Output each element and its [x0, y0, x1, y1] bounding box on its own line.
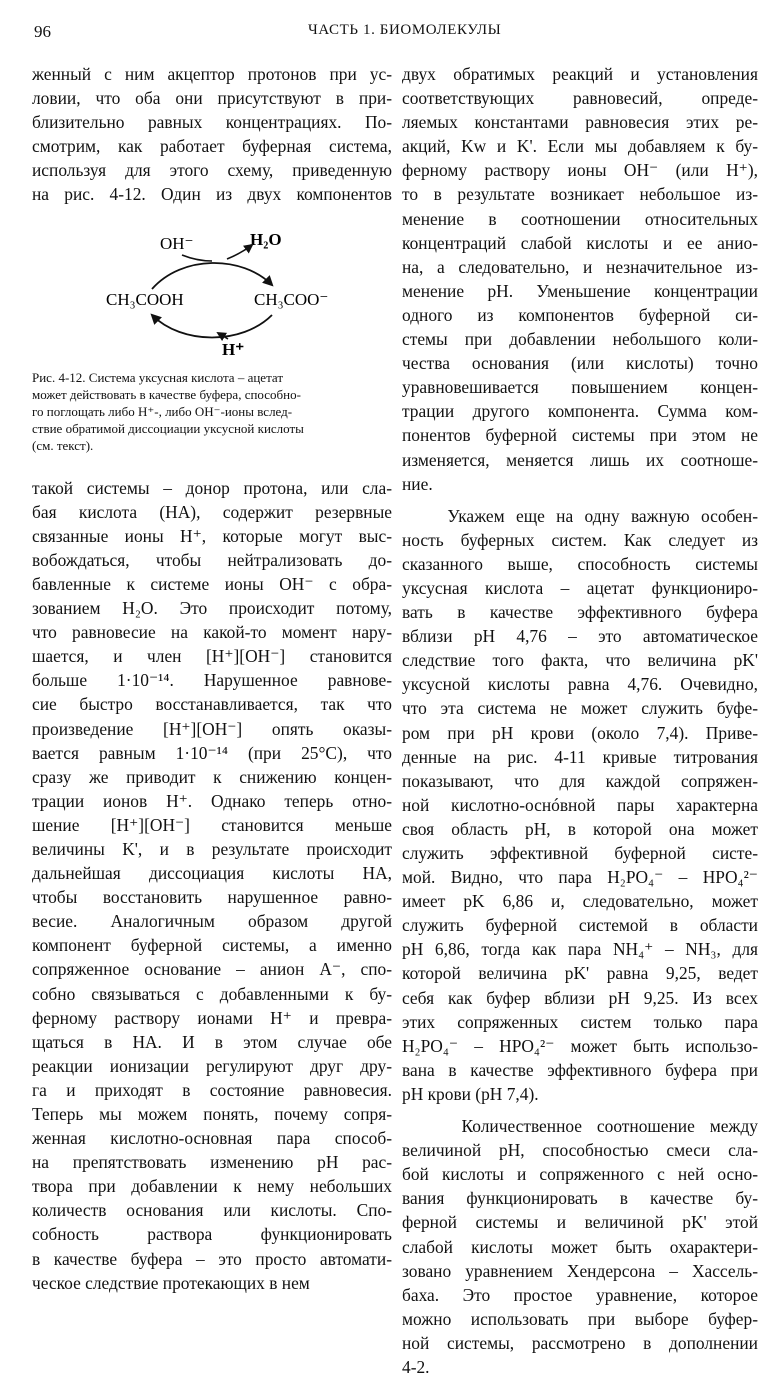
right-paragraph-2 [402, 504, 758, 1106]
text-line: концентраций слабой кислоты и ее анио- [402, 232, 758, 253]
text-line: весие. Аналогичным образом другой [32, 911, 392, 932]
text-line: следствие того факта, что величина pK' [402, 650, 758, 671]
text-line: в качестве буфера – это просто автомати- [32, 1248, 392, 1269]
text-line: ловии, что оба они присутствуют в при- [32, 88, 392, 109]
caption-line: ствие обратимой диссоциации уксусной кислоты [32, 420, 304, 436]
text-line: 4-2. [402, 1356, 430, 1377]
text-line: собно связываться с добавленными к бу- [32, 983, 392, 1004]
text-line: используя для этого схему, приведенную [32, 160, 392, 181]
text-line: уксусной кислоты равна 4,76. Очевидно, [402, 674, 758, 695]
caption-line: Рис. 4-12. Система уксусная кислота – ацетат [32, 369, 284, 385]
caption-line: может действовать в качестве буфера, способно- [32, 386, 301, 402]
reverse-arrow [152, 315, 272, 338]
text-line: мой. Видно, что пара H₂PO₄⁻ – HPO₄²⁻ [402, 867, 758, 888]
left-paragraph-1 [32, 62, 392, 207]
text-line: уксусная кислота – ацетат функциониро- [402, 577, 758, 598]
left-column [32, 62, 392, 1295]
text-line: на рис. 4-12. Один из двух компонентов [32, 184, 392, 205]
text-line: зованием H₂O. Это происходит потому, [32, 598, 392, 619]
text-line: ром при pH крови (около 7,4). Приве- [402, 722, 758, 743]
text-line: pH крови (pH 7,4). [402, 1083, 539, 1104]
text-line: одного из компонентов буферной си- [402, 304, 758, 325]
text-line: дальнейшая диссоциация кислоты HA, [32, 863, 392, 884]
text-line: менение в соотношении относительных [402, 208, 758, 229]
text-line: такой системы – донор протона, или сла- [32, 477, 392, 498]
figure-4-12 [32, 215, 392, 365]
text-line: понентов буферной системы при этом не [402, 425, 758, 446]
oh-ion-label: OH⁻ [160, 233, 194, 253]
text-line: реакции ионизации регулируют друг дру- [32, 1055, 392, 1076]
text-line: ферной системы и величиной pK' этой [402, 1212, 758, 1233]
text-line: служить эффективной буферной систе- [402, 843, 758, 863]
text-line: вать в качестве эффективного буфера [402, 602, 758, 623]
text-line: вана в качестве эффективного буфера при [402, 1059, 758, 1080]
text-line: своя область pH, в которой она может [402, 818, 758, 839]
text-line: сие быстро восстанавливается, так что [32, 694, 392, 715]
text-line: Количественное соотношение между [402, 1116, 758, 1137]
text-line: сказанного выше, способность системы [402, 553, 758, 574]
page-header [0, 22, 775, 46]
text-line: чтобы восстановить нарушенное равно- [32, 887, 392, 908]
text-line: показывают, что для каждой сопряжен- [402, 770, 758, 791]
text-line: соответствующих равновесий, опреде- [402, 88, 758, 109]
oh-entry-arrow [182, 255, 212, 261]
text-line: слабой кислоты может быть охарактери- [402, 1236, 758, 1257]
text-line: баха. Это простое уравнение, которое [402, 1284, 758, 1305]
text-line: количеств основания или кислоты. Спо- [32, 1200, 392, 1221]
text-line: вобождаться, чтобы нейтрализовать до- [32, 549, 392, 570]
figure-caption [32, 369, 392, 454]
text-line: ность буферных систем. Как следует из [402, 529, 758, 550]
text-line: ной системы, рассмотрено в дополнении [402, 1332, 758, 1353]
text-line: на препятствовать изменению pH рас- [32, 1152, 392, 1173]
text-line: вблизи pH 4,76 – это автоматическое [402, 626, 758, 647]
running-title: ЧАСТЬ 1. БИОМОЛЕКУЛЫ [308, 22, 502, 38]
text-line: больше 1·10⁻¹⁴. Нарушенное равнове- [32, 670, 392, 691]
caption-line: (см. текст). [32, 437, 94, 453]
text-line: чества основания (или кислоты) точно [402, 353, 758, 374]
text-line: сопряженное основание – анион A⁻, спо- [32, 959, 392, 980]
acetic-acid-label: CH₃COOH [106, 289, 184, 309]
text-line: Укажем еще на одну важную особен- [402, 505, 758, 526]
text-line: связанные ионы H⁺, которые могут выс- [32, 525, 392, 546]
text-line: смотрим, как работает буферная система, [32, 136, 392, 157]
text-line: произведение [H⁺][OH⁻] опять оказы- [32, 718, 392, 739]
acetate-label: CH₃COO⁻ [254, 289, 329, 309]
text-line: ческое следствие протекающих в нем [32, 1272, 310, 1293]
text-line: величиной pH, способностью смеси сла- [402, 1140, 758, 1161]
proton-label: H⁺ [222, 339, 245, 359]
text-line: вается равным 1·10⁻¹⁴ (при 25°С), что [32, 742, 392, 763]
caption-line: го поглощать либо H⁺-, либо OH⁻-ионы вслед- [32, 403, 293, 419]
text-line: га и приходят в состояние равновесия. [32, 1079, 392, 1100]
text-line: что равновесие на какой-то момент нару- [32, 622, 392, 643]
text-line: женный с ним акцептор протонов при ус- [32, 64, 392, 84]
right-paragraph-1 [402, 62, 758, 496]
text-line: близительно равных концентрациях. По- [32, 112, 392, 133]
text-line: бавленные к системе ионы OH⁻ с обра- [32, 573, 392, 594]
text-line: pH 6,86, тогда как пара NH₄⁺ – NH₃, для [402, 939, 758, 960]
buffer-scheme-diagram [32, 215, 392, 365]
text-line: акций, Kw и K'. Если мы добавляем к бу- [402, 136, 758, 157]
text-line: сразу же приводит к снижению концен- [32, 766, 392, 787]
right-paragraph-3 [402, 1114, 758, 1379]
text-line: ной кислотно-оснóвной пары характерна [402, 794, 758, 815]
text-line: щаться в HA. И в этом случае обе [32, 1031, 392, 1052]
text-line: ние. [402, 473, 433, 494]
text-line: менение pH. Уменьшение концентрации [402, 280, 758, 301]
text-line: трации ионов H⁺. Однако теперь отно- [32, 790, 392, 811]
text-line: изменяется, меняется лишь их соотноше- [402, 449, 758, 470]
text-line: H₂PO₄⁻ – HPO₄²⁻ может быть использо- [402, 1035, 758, 1056]
text-line: которой величина pK' равна 9,25, ведет [402, 963, 758, 984]
text-line: себя как буфер вблизи pH 9,25. Из всех [402, 987, 758, 1008]
text-line: на, а следовательно, и незначительное из- [402, 256, 758, 277]
text-line: ляемых константами равновесия этих ре- [402, 112, 758, 133]
text-line: трации другого компонента. Сумма ком- [402, 401, 758, 422]
text-line: можно использовать при выборе буфер- [402, 1308, 758, 1329]
text-line: бая кислота (HA), содержит резервные [32, 501, 392, 522]
text-line: Теперь мы можем понять, почему сопря- [32, 1104, 392, 1124]
text-line: ферному раствору ионами H⁺ и превра- [32, 1007, 392, 1028]
text-line: величины K', и в результате происходит [32, 838, 392, 859]
text-line: шается, и член [H⁺][OH⁻] становится [32, 646, 392, 667]
text-line: имеет pK 6,86 и, следовательно, может [402, 891, 758, 912]
forward-arrow [152, 263, 272, 289]
text-line: зовано уравнением Хендерсона – Хассель- [402, 1260, 758, 1281]
text-line: служить буферной системой в области [402, 915, 758, 936]
text-line: стемы при добавлении небольшого коли- [402, 329, 758, 350]
text-line: денные на рис. 4-11 кривые титрования [402, 746, 758, 767]
text-line: женная кислотно-основная пара способ- [32, 1128, 392, 1149]
text-line: что эта система не может служить буфе- [402, 698, 758, 719]
text-line: собность раствора функционировать [32, 1224, 392, 1245]
right-column [402, 62, 758, 1379]
text-line: уравновешивается повышением концен- [402, 377, 758, 398]
left-paragraph-2 [32, 476, 392, 1295]
text-line: этих сопряженных систем только пара [402, 1011, 758, 1032]
page-number: 96 [34, 22, 51, 41]
text-line: ферному раствору ионы OH⁻ (или H⁺), [402, 160, 758, 181]
text-line: вания функционировать в качестве бу- [402, 1188, 758, 1209]
text-line: твора при добавлении к нему небольших [32, 1176, 392, 1197]
text-line: компонент буферной системы, а именно [32, 935, 392, 956]
text-line: двух обратимых реакций и установления [402, 64, 758, 84]
text-line: шение [H⁺][OH⁻] становится меньше [32, 814, 392, 835]
text-line: то в результате возникает небольшое из- [402, 184, 758, 205]
water-exit-arrow [227, 245, 252, 259]
water-label: H₂O [250, 229, 282, 249]
text-line: бой кислоты и сопряженного с ней осно- [402, 1164, 758, 1185]
